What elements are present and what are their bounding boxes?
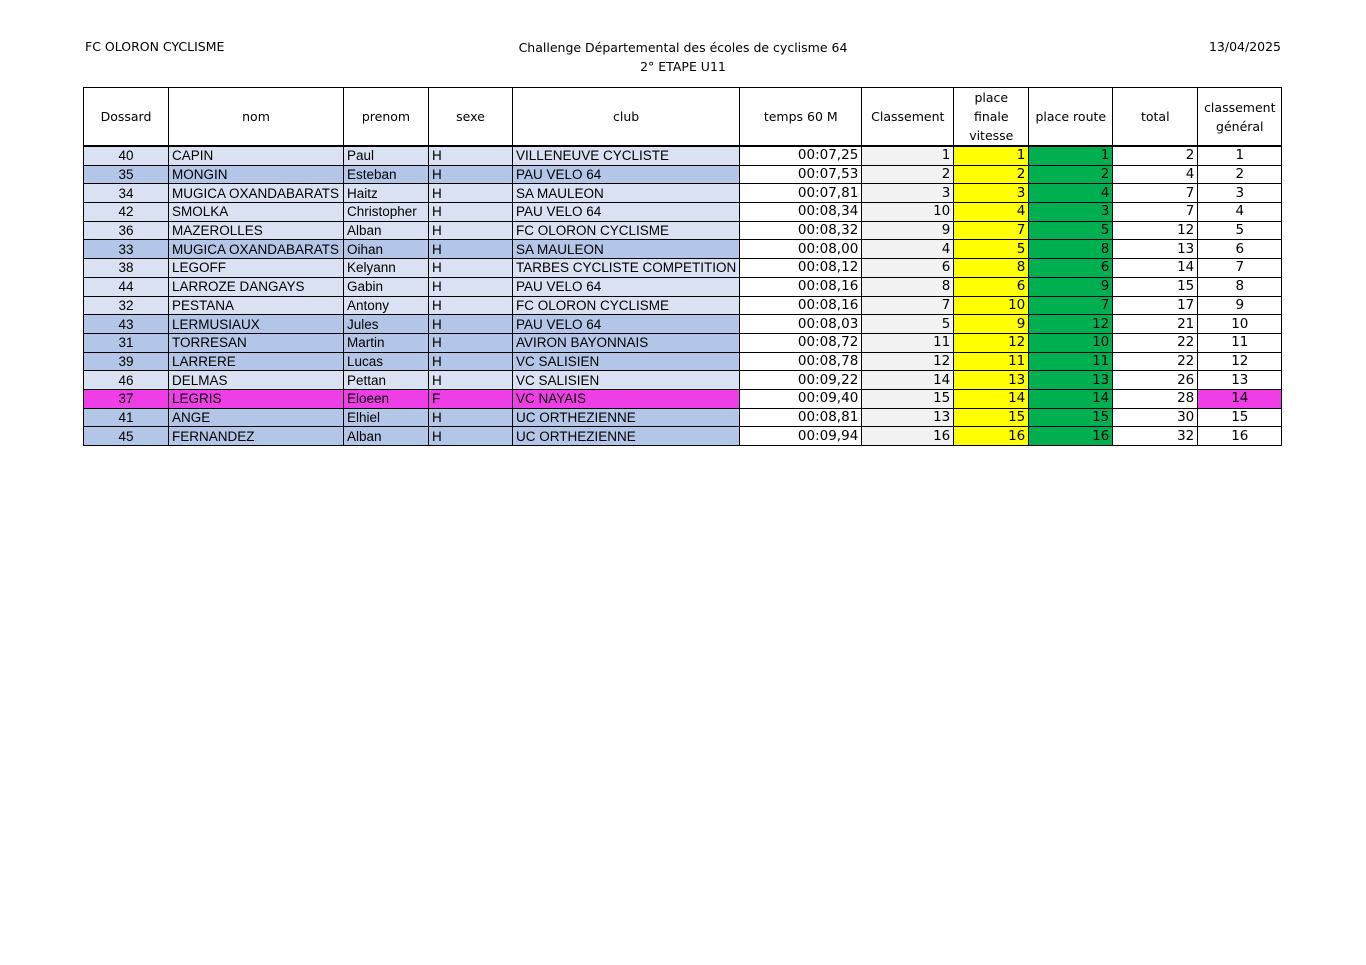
cell-temps: 00:09,94: [740, 427, 862, 446]
cell-dossard: 42: [84, 203, 169, 222]
cell-club: FC OLORON CYCLISME: [513, 221, 740, 240]
cell-classement: 4: [862, 240, 954, 259]
cell-temps: 00:07,81: [740, 184, 862, 203]
cell-total: 7: [1113, 203, 1198, 222]
table-row: [84, 315, 1282, 334]
cell-prenom: Esteban: [344, 165, 429, 184]
cell-sexe: H: [429, 333, 513, 352]
cell-sexe: H: [429, 259, 513, 278]
cell-classement-general: 16: [1198, 427, 1282, 446]
cell-nom: TORRESAN: [169, 333, 344, 352]
cell-dossard: 33: [84, 240, 169, 259]
col-header-prenom: prenom: [344, 88, 429, 147]
cell-classement: 8: [862, 277, 954, 296]
table-row: [84, 427, 1282, 446]
title-line-1: Challenge Départemental des écoles de cyclisme 64: [518, 40, 848, 55]
cell-prenom: Eloeen: [344, 389, 429, 408]
cell-total: 22: [1113, 352, 1198, 371]
cell-classement-general: 1: [1198, 146, 1282, 165]
cell-classement: 7: [862, 296, 954, 315]
cell-temps: 00:08,12: [740, 259, 862, 278]
cell-dossard: 46: [84, 371, 169, 390]
cell-prenom: Paul: [344, 146, 429, 165]
table-row: [84, 333, 1282, 352]
cell-total: 13: [1113, 240, 1198, 259]
cell-place-route: 15: [1029, 408, 1113, 427]
cell-temps: 00:08,34: [740, 203, 862, 222]
cell-sexe: H: [429, 427, 513, 446]
table-row: [84, 389, 1282, 408]
col-header-place-route: place route: [1029, 88, 1113, 147]
cell-club: VILLENEUVE CYCLISTE: [513, 146, 740, 165]
cell-place-route: 5: [1029, 221, 1113, 240]
cell-dossard: 41: [84, 408, 169, 427]
cell-sexe: H: [429, 240, 513, 259]
cell-prenom: Elhiel: [344, 408, 429, 427]
cell-dossard: 40: [84, 146, 169, 165]
cell-dossard: 31: [84, 333, 169, 352]
col-header-dossard: Dossard: [84, 88, 169, 147]
cell-classement: 5: [862, 315, 954, 334]
cell-place-route: 8: [1029, 240, 1113, 259]
cell-place-route: 2: [1029, 165, 1113, 184]
cell-sexe: H: [429, 296, 513, 315]
cell-temps: 00:08,72: [740, 333, 862, 352]
table-row: [84, 240, 1282, 259]
cell-nom: MUGICA OXANDABARATS: [169, 184, 344, 203]
cell-place-route: 9: [1029, 277, 1113, 296]
cell-place-route: 16: [1029, 427, 1113, 446]
cell-nom: CAPIN: [169, 146, 344, 165]
cell-dossard: 34: [84, 184, 169, 203]
cell-classement: 1: [862, 146, 954, 165]
cell-prenom: Martin: [344, 333, 429, 352]
cell-prenom: Gabin: [344, 277, 429, 296]
cell-dossard: 35: [84, 165, 169, 184]
table-row: [84, 408, 1282, 427]
cell-place-route: 3: [1029, 203, 1113, 222]
table-row: [84, 165, 1282, 184]
cell-sexe: H: [429, 203, 513, 222]
col-header-nom: nom: [169, 88, 344, 147]
cell-sexe: H: [429, 221, 513, 240]
col-header-temps: temps 60 M: [740, 88, 862, 147]
cell-nom: MONGIN: [169, 165, 344, 184]
cell-temps: 00:08,00: [740, 240, 862, 259]
cell-place-route: 14: [1029, 389, 1113, 408]
cell-classement-general: 6: [1198, 240, 1282, 259]
cell-nom: LEGRIS: [169, 389, 344, 408]
cell-dossard: 36: [84, 221, 169, 240]
cell-club: PAU VELO 64: [513, 203, 740, 222]
cell-classement-general: 15: [1198, 408, 1282, 427]
results-table: [83, 87, 1282, 446]
cell-place-route: 13: [1029, 371, 1113, 390]
document-title: [0, 38, 1366, 76]
cell-place-route: 11: [1029, 352, 1113, 371]
cell-classement: 10: [862, 203, 954, 222]
cell-place-finale-vitesse: 7: [954, 221, 1029, 240]
cell-classement: 11: [862, 333, 954, 352]
cell-classement-general: 8: [1198, 277, 1282, 296]
cell-prenom: Antony: [344, 296, 429, 315]
cell-place-route: 12: [1029, 315, 1113, 334]
cell-place-finale-vitesse: 12: [954, 333, 1029, 352]
cell-place-route: 1: [1029, 146, 1113, 165]
cell-nom: LEGOFF: [169, 259, 344, 278]
cell-nom: SMOLKA: [169, 203, 344, 222]
cell-club: UC ORTHEZIENNE: [513, 427, 740, 446]
table-row: [84, 184, 1282, 203]
cell-place-finale-vitesse: 3: [954, 184, 1029, 203]
cell-classement-general: 2: [1198, 165, 1282, 184]
cell-classement: 6: [862, 259, 954, 278]
cell-classement: 9: [862, 221, 954, 240]
col-header-club: club: [513, 88, 740, 147]
cell-classement-general: 4: [1198, 203, 1282, 222]
cell-nom: ANGE: [169, 408, 344, 427]
cell-nom: PESTANA: [169, 296, 344, 315]
cell-club: SA MAULEON: [513, 240, 740, 259]
cell-dossard: 43: [84, 315, 169, 334]
cell-sexe: F: [429, 389, 513, 408]
cell-place-finale-vitesse: 14: [954, 389, 1029, 408]
cell-classement-general: 12: [1198, 352, 1282, 371]
cell-classement-general: 5: [1198, 221, 1282, 240]
cell-temps: 00:07,25: [740, 146, 862, 165]
table-body: [84, 146, 1282, 446]
col-header-sexe: sexe: [429, 88, 513, 147]
cell-total: 32: [1113, 427, 1198, 446]
cell-nom: MAZEROLLES: [169, 221, 344, 240]
cell-sexe: H: [429, 184, 513, 203]
cell-nom: LERMUSIAUX: [169, 315, 344, 334]
cell-place-finale-vitesse: 15: [954, 408, 1029, 427]
cell-total: 22: [1113, 333, 1198, 352]
cell-total: 4: [1113, 165, 1198, 184]
cell-place-finale-vitesse: 10: [954, 296, 1029, 315]
cell-place-route: 4: [1029, 184, 1113, 203]
col-header-classement: Classement: [862, 88, 954, 147]
cell-sexe: H: [429, 315, 513, 334]
cell-prenom: Pettan: [344, 371, 429, 390]
cell-prenom: Alban: [344, 221, 429, 240]
cell-temps: 00:08,16: [740, 277, 862, 296]
cell-classement: 3: [862, 184, 954, 203]
cell-sexe: H: [429, 371, 513, 390]
cell-dossard: 38: [84, 259, 169, 278]
table-row: [84, 277, 1282, 296]
document-date: 13/04/2025: [1208, 39, 1281, 54]
cell-temps: 00:08,32: [740, 221, 862, 240]
cell-sexe: H: [429, 146, 513, 165]
cell-nom: FERNANDEZ: [169, 427, 344, 446]
table-row: [84, 203, 1282, 222]
cell-dossard: 32: [84, 296, 169, 315]
cell-nom: DELMAS: [169, 371, 344, 390]
cell-place-finale-vitesse: 9: [954, 315, 1029, 334]
cell-club: UC ORTHEZIENNE: [513, 408, 740, 427]
cell-sexe: H: [429, 408, 513, 427]
cell-club: TARBES CYCLISTE COMPETITION: [513, 259, 740, 278]
cell-place-finale-vitesse: 2: [954, 165, 1029, 184]
table-row: [84, 146, 1282, 165]
cell-place-finale-vitesse: 1: [954, 146, 1029, 165]
cell-prenom: Haitz: [344, 184, 429, 203]
cell-club: VC SALISIEN: [513, 371, 740, 390]
table-row: [84, 352, 1282, 371]
cell-place-finale-vitesse: 11: [954, 352, 1029, 371]
club-name: FC OLORON CYCLISME: [85, 39, 225, 54]
cell-club: PAU VELO 64: [513, 315, 740, 334]
cell-nom: MUGICA OXANDABARATS: [169, 240, 344, 259]
cell-club: SA MAULEON: [513, 184, 740, 203]
cell-dossard: 39: [84, 352, 169, 371]
cell-temps: 00:08,81: [740, 408, 862, 427]
cell-prenom: Oihan: [344, 240, 429, 259]
cell-total: 2: [1113, 146, 1198, 165]
table-row: [84, 296, 1282, 315]
cell-nom: LARROZE DANGAYS: [169, 277, 344, 296]
cell-club: VC NAYAIS: [513, 389, 740, 408]
cell-classement: 14: [862, 371, 954, 390]
cell-club: VC SALISIEN: [513, 352, 740, 371]
cell-prenom: Christopher: [344, 203, 429, 222]
cell-sexe: H: [429, 352, 513, 371]
cell-place-finale-vitesse: 13: [954, 371, 1029, 390]
cell-sexe: H: [429, 277, 513, 296]
cell-classement: 15: [862, 389, 954, 408]
cell-temps: 00:08,03: [740, 315, 862, 334]
cell-dossard: 44: [84, 277, 169, 296]
table-row: [84, 221, 1282, 240]
cell-dossard: 45: [84, 427, 169, 446]
cell-total: 26: [1113, 371, 1198, 390]
cell-classement-general: 13: [1198, 371, 1282, 390]
cell-total: 14: [1113, 259, 1198, 278]
cell-prenom: Jules: [344, 315, 429, 334]
cell-total: 15: [1113, 277, 1198, 296]
cell-classement: 12: [862, 352, 954, 371]
table-row: [84, 259, 1282, 278]
cell-place-route: 10: [1029, 333, 1113, 352]
cell-place-finale-vitesse: 6: [954, 277, 1029, 296]
cell-classement: 13: [862, 408, 954, 427]
cell-total: 7: [1113, 184, 1198, 203]
cell-prenom: Alban: [344, 427, 429, 446]
cell-total: 17: [1113, 296, 1198, 315]
cell-club: AVIRON BAYONNAIS: [513, 333, 740, 352]
cell-classement-general: 10: [1198, 315, 1282, 334]
cell-club: FC OLORON CYCLISME: [513, 296, 740, 315]
cell-classement-general: 14: [1198, 389, 1282, 408]
cell-classement-general: 11: [1198, 333, 1282, 352]
cell-prenom: Kelyann: [344, 259, 429, 278]
col-header-classement-general: classement général: [1198, 88, 1282, 147]
cell-place-finale-vitesse: 16: [954, 427, 1029, 446]
cell-total: 28: [1113, 389, 1198, 408]
cell-total: 12: [1113, 221, 1198, 240]
cell-place-route: 7: [1029, 296, 1113, 315]
cell-temps: 00:09,22: [740, 371, 862, 390]
cell-sexe: H: [429, 165, 513, 184]
cell-nom: LARRERE: [169, 352, 344, 371]
col-header-total: total: [1113, 88, 1198, 147]
title-line-2: 2° ETAPE U11: [640, 59, 726, 74]
cell-temps: 00:08,16: [740, 296, 862, 315]
cell-classement-general: 9: [1198, 296, 1282, 315]
cell-classement: 16: [862, 427, 954, 446]
cell-place-route: 6: [1029, 259, 1113, 278]
cell-dossard: 37: [84, 389, 169, 408]
cell-club: PAU VELO 64: [513, 277, 740, 296]
cell-club: PAU VELO 64: [513, 165, 740, 184]
cell-place-finale-vitesse: 8: [954, 259, 1029, 278]
cell-temps: 00:07,53: [740, 165, 862, 184]
table-header-row: [84, 88, 1282, 147]
cell-temps: 00:09,40: [740, 389, 862, 408]
cell-total: 21: [1113, 315, 1198, 334]
cell-total: 30: [1113, 408, 1198, 427]
cell-place-finale-vitesse: 4: [954, 203, 1029, 222]
cell-prenom: Lucas: [344, 352, 429, 371]
cell-classement: 2: [862, 165, 954, 184]
cell-classement-general: 3: [1198, 184, 1282, 203]
cell-place-finale-vitesse: 5: [954, 240, 1029, 259]
cell-temps: 00:08,78: [740, 352, 862, 371]
table-row: [84, 371, 1282, 390]
col-header-place-finale-vitesse: place finale vitesse: [954, 88, 1029, 147]
cell-classement-general: 7: [1198, 259, 1282, 278]
